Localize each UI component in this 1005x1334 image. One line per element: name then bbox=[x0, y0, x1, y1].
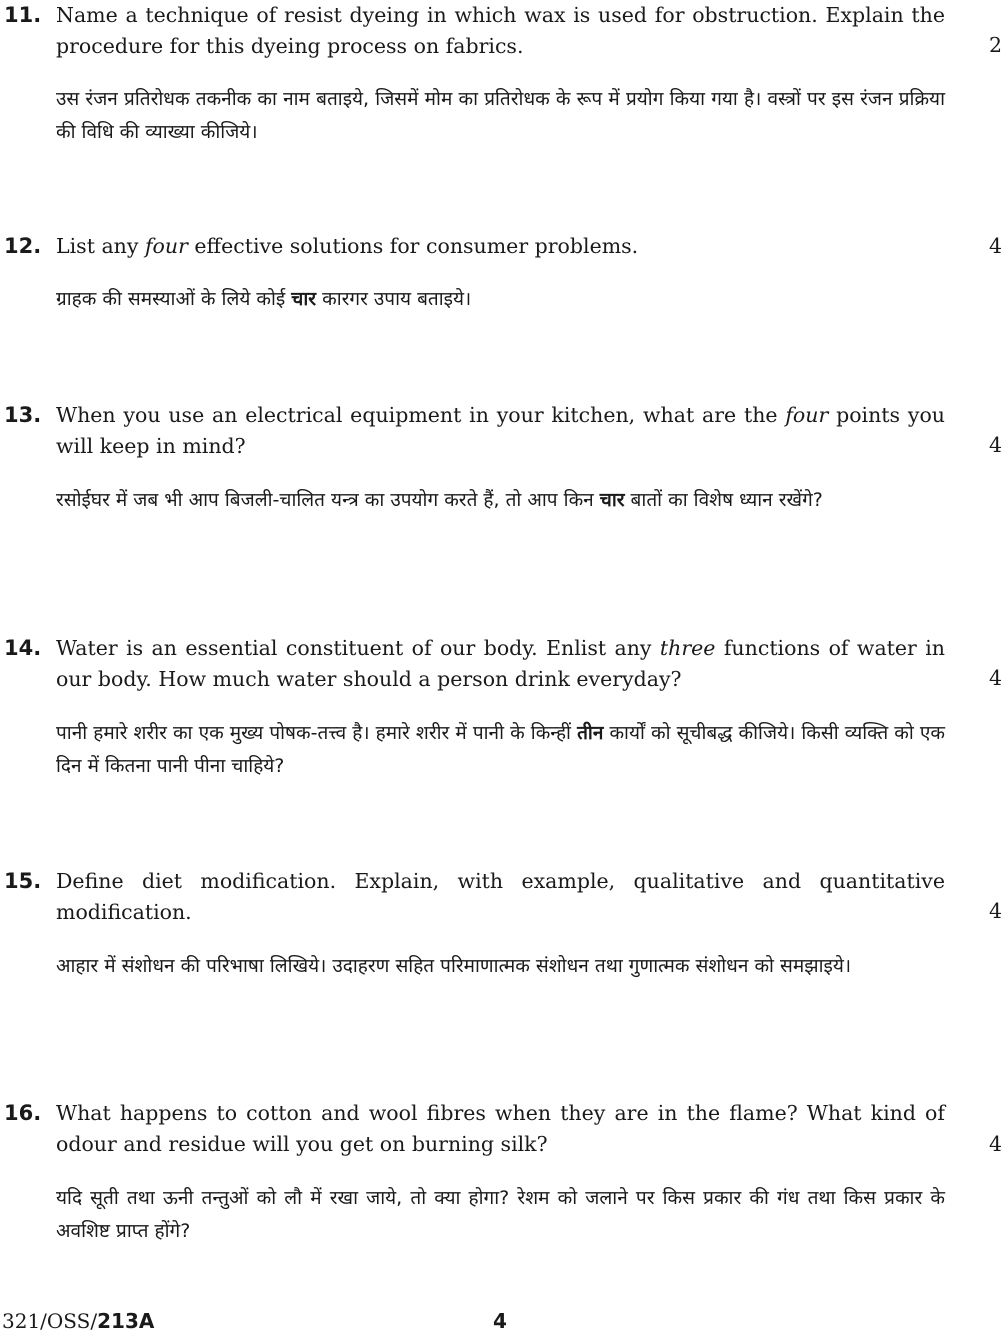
question-text-hindi: रसोईघर में जब भी आप बिजली-चालित यन्त्र का उपयोग करते हैं, तो आप किन चार बातों का विशेष ध्यान रखेंगे? bbox=[56, 489, 823, 511]
question-text-english: Water is an essential constituent of our body. Enlist any three functions of water in our body. How much water should a person drink everyday? bbox=[56, 636, 946, 691]
emphasis-word: three bbox=[659, 636, 716, 660]
question-text-english: When you use an electrical equipment in your kitchen, what are the four points you will keep in mind? bbox=[56, 403, 945, 458]
emphasis-word: चार bbox=[599, 489, 625, 511]
question-number: 15. bbox=[4, 869, 42, 893]
paper-code: 321/OSS/213A bbox=[2, 1309, 155, 1333]
question-text-english: List any four effective solutions for consumer problems. bbox=[56, 234, 639, 258]
question-number: 16. bbox=[4, 1101, 42, 1125]
question-number: 11. bbox=[4, 3, 42, 27]
question-text-english: Name a technique of resist dyeing in which wax is used for obstruction. Explain the procedure for this dyeing process on fabrics. bbox=[56, 3, 945, 58]
page-number: 4 bbox=[493, 1309, 507, 1333]
question-marks: 4 bbox=[988, 666, 1002, 690]
question-text-english: What happens to cotton and wool fibres when they are in the flame? What kind of odour and residue will you get on burning silk? bbox=[56, 1101, 945, 1156]
emphasis-word: four bbox=[785, 403, 829, 427]
question-text-hindi: आहार में संशोधन की परिभाषा लिखिये। उदाहरण सहित परिमाणात्मक संशोधन तथा गुणात्मक संशोधन को समझाइये। bbox=[56, 955, 852, 977]
question-text-english: Define diet modification. Explain, with example, qualitative and quantitative modification. bbox=[56, 869, 945, 924]
question-text-hindi: उस रंजन प्रतिरोधक तकनीक का नाम बताइये, जिसमें मोम का प्रतिरोधक के रूप में प्रयोग किया गया है। वस्त्रों पर इस रंजन प्रक्रिया की विधि की व्याख्या कीजिये। bbox=[56, 88, 945, 143]
question-text-hindi: पानी हमारे शरीर का एक मुख्य पोषक-तत्त्व है। हमारे शरीर में पानी के किन्हीं तीन कार्यों को सूचीबद्ध कीजिये। किसी व्यक्ति को एक दिन में कितना पानी पीना चाहिये? bbox=[56, 722, 945, 777]
emphasis-word: चार bbox=[291, 288, 317, 310]
question-number: 13. bbox=[4, 403, 42, 427]
question-marks: 4 bbox=[988, 433, 1002, 457]
question-marks: 2 bbox=[988, 33, 1002, 57]
question-marks: 4 bbox=[988, 234, 1002, 258]
question-marks: 4 bbox=[988, 1132, 1002, 1156]
emphasis-word: four bbox=[144, 234, 188, 258]
question-text-hindi: ग्राहक की समस्याओं के लिये कोई चार कारगर उपाय बताइये। bbox=[56, 288, 472, 310]
question-text-hindi: यदि सूती तथा ऊनी तन्तुओं को लौ में रखा जाये, तो क्या होगा? रेशम को जलाने पर किस प्रकार की गंध तथा किस प्रकार के अवशिष्ट प्राप्त होंगे? bbox=[56, 1187, 945, 1242]
question-number: 12. bbox=[4, 234, 42, 258]
emphasis-word: तीन bbox=[577, 722, 604, 744]
question-number: 14. bbox=[4, 636, 42, 660]
paper-code-bold: 213A bbox=[97, 1309, 155, 1333]
question-marks: 4 bbox=[988, 899, 1002, 923]
